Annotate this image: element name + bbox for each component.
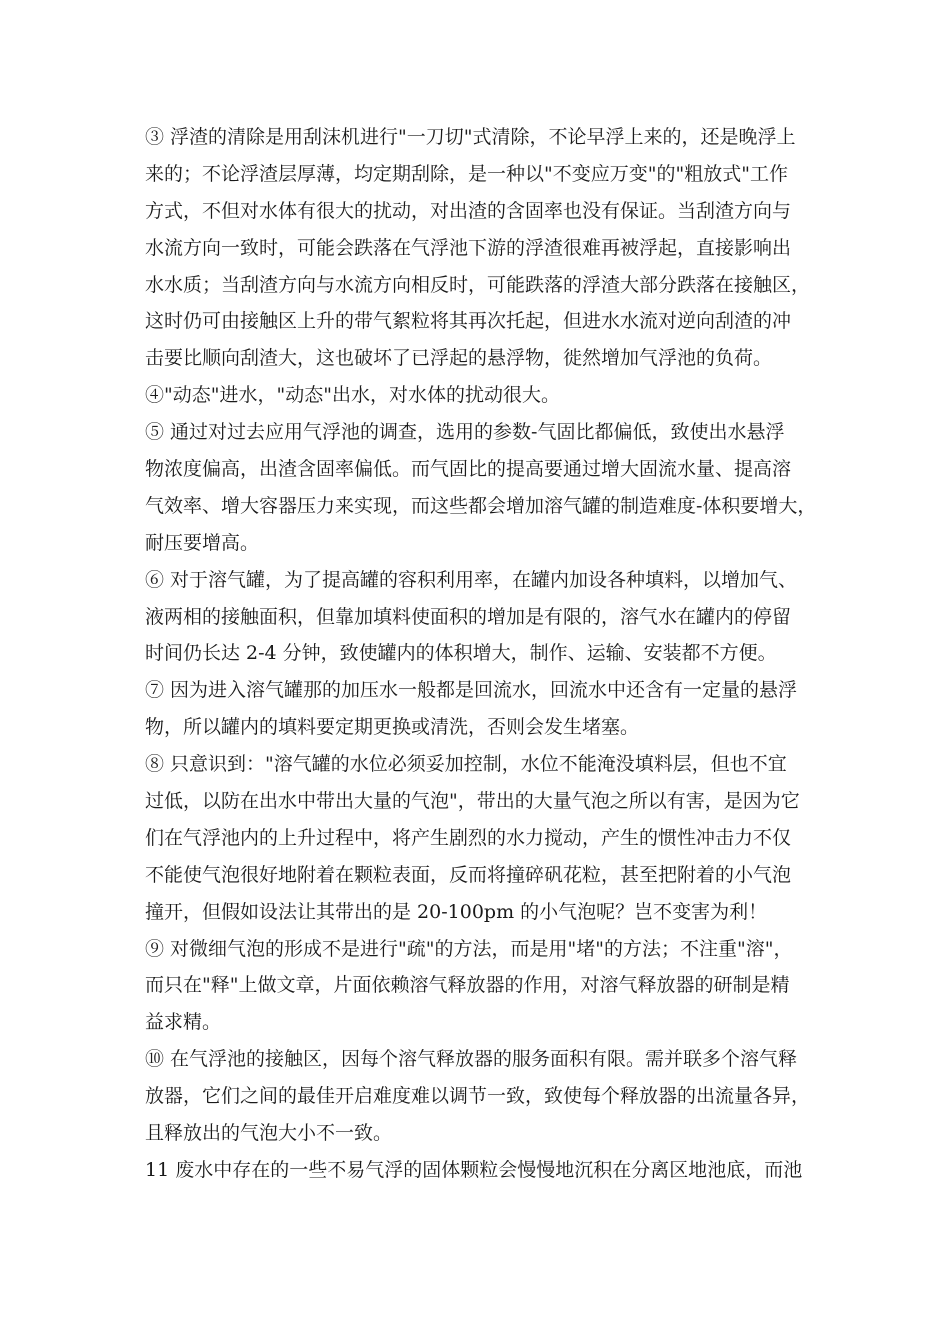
- text-line: 物浓度偏高，出渣含固率偏低。而气固比的提高要通过增大固流水量、提高溶: [145, 458, 792, 481]
- text-line: 气效率、增大容器压力来实现，而这些都会增加溶气罐的制造难度-体积要增大，: [145, 494, 817, 517]
- text-line: 撞开，但假如设法让其带出的是 20-100pm 的小气泡呢？岂不变害为利！: [145, 900, 768, 923]
- text-line: 物，所以罐内的填料要定期更换或清洗，否则会发生堵塞。: [145, 716, 640, 739]
- text-line: 这时仍可由接触区上升的带气絮粒将其再次托起，但进水水流对逆向刮渣的冲: [145, 310, 792, 333]
- text-line: 11 废水中存在的一些不易气浮的固体颗粒会慢慢地沉积在分离区地池底，而池: [145, 1158, 803, 1181]
- text-line: ③ 浮渣的清除是用刮沫机进行"一刀切"式清除，不论早浮上来的，还是晚浮上: [145, 126, 796, 148]
- text-line: ⑧ 只意识到："溶气罐的水位必须妥加控制，水位不能淹没填料层，但也不宜: [145, 753, 787, 776]
- text-line: 来的；不论浮渣层厚薄，均定期刮除，是一种以"不变应万变"的"粗放式"工作: [145, 162, 788, 185]
- text-line: 水水质；当刮渣方向与水流方向相反时，可能跌落的浮渣大部分跌落在接触区，: [145, 273, 811, 296]
- text-line: 液两相的接触面积，但靠加填料使面积的增加是有限的，溶气水在罐内的停留: [145, 605, 792, 628]
- text-line: ⑦ 因为进入溶气罐那的加压水一般都是回流水，回流水中还含有一定量的悬浮: [145, 679, 798, 702]
- text-line: ⑥ 对于溶气罐，为了提高罐的容积利用率，在罐内加设各种填料，以增加气、: [145, 568, 798, 591]
- text-line: 而只在"释"上做文章，片面依赖溶气释放器的作用，对溶气释放器的研制是精: [145, 974, 790, 997]
- text-line: 过低，以防在出水中带出大量的气泡"，带出的大量气泡之所以有害，是因为它: [145, 790, 800, 813]
- text-line: 不能使气泡很好地附着在颗粒表面，反而将撞碎矾花粒，甚至把附着的小气泡: [145, 863, 792, 886]
- text-line: 耐压要增高。: [145, 531, 260, 554]
- text-line: 方式，不但对水体有很大的扰动，对出渣的含固率也没有保证。当刮渣方向与: [145, 199, 792, 222]
- text-line: ⑩ 在气浮池的接触区，因每个溶气释放器的服务面积有限。需并联多个溶气释: [145, 1048, 798, 1071]
- text-line: 且释放出的气泡大小不一致。: [145, 1122, 393, 1145]
- text-line: 击要比顺向刮渣大，这也破坏了已浮起的悬浮物，徙然增加气浮池的负荷。: [145, 347, 773, 370]
- text-line: 们在气浮池内的上升过程中，将产生剧烈的水力搅动，产生的惯性冲击力不仅: [145, 826, 792, 849]
- text-line: 益求精。: [145, 1011, 222, 1034]
- text-line: 时间仍长达 2-4 分钟，致使罐内的体积增大，制作、运输、安装都不方便。: [145, 642, 777, 665]
- text-line: ⑤ 通过对过去应用气浮池的调查，选用的参数-气固比都偏低，致使出水悬浮: [145, 421, 785, 444]
- text-line: 放器，它们之间的最佳开启难度难以调节一致，致使每个释放器的出流量各异，: [145, 1085, 811, 1108]
- text-line: ⑨ 对微细气泡的形成不是进行"疏"的方法，而是用"堵"的方法；不注重"溶"，: [145, 937, 793, 960]
- document-body: [145, 119, 817, 1189]
- text-line: 水流方向一致时，可能会跌落在气浮池下游的浮渣很难再被浮起，直接影响出: [145, 236, 792, 259]
- text-line: ④"动态"进水，"动态"出水，对水体的扰动很大。: [145, 384, 560, 407]
